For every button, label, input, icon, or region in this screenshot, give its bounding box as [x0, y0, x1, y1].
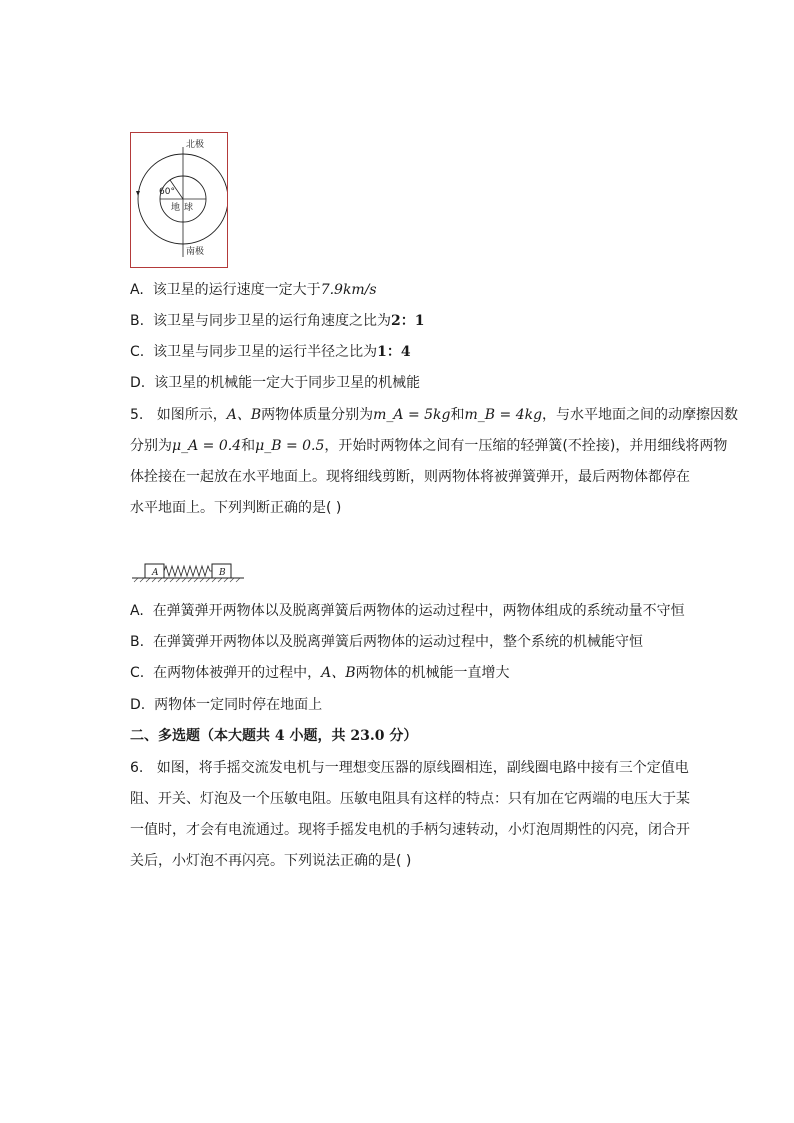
earth-label-2: 球 [184, 203, 194, 213]
earth-label-1: 地 [171, 203, 181, 213]
spring [164, 566, 212, 576]
q5-number: 5. [130, 407, 144, 423]
spring-blocks-figure [130, 558, 248, 588]
q5-line-1: 5. 如图所示，A、B两物体质量分别为m_A = 5kg和m_B = 4kg，与水平地面之间的动摩擦因数 [130, 407, 739, 423]
angle-label: 60° [159, 187, 175, 197]
block-a-label: A [152, 568, 159, 578]
q5-option-d: D. 两物体一定同时停在地面上 [130, 697, 323, 713]
q5-option-a: A. 在弹簧弹开两物体以及脱离弹簧后两物体的运动过程中，两物体组成的系统动量不守恒 [130, 603, 685, 619]
north-pole-label: 北极 [186, 140, 205, 150]
south-pole-label: 南极 [186, 247, 205, 257]
q4-option-d: D. 该卫星的机械能一定大于同步卫星的机械能 [130, 375, 421, 391]
q6-number: 6. [130, 760, 144, 776]
q6-line-4: 关后，小灯泡不再闪亮。下列说法正确的是( ) [130, 853, 412, 869]
section-heading: 二、多选题（本大题共 4 小题，共 23.0 分） [130, 728, 418, 744]
q6-line-1: 6. 如图，将手摇交流发电机与一理想变压器的原线圈相连，副线圈电路中接有三个定值电 [130, 760, 689, 776]
q4-option-b: B. 该卫星与同步卫星的运行角速度之比为2：1 [130, 313, 425, 329]
q6-line-3: 一值时，才会有电流通过。现将手摇发电机的手柄匀速转动，小灯泡周期性的闪亮，闭合开 [130, 822, 690, 838]
q6-line-2: 阻、开关、灯泡及一个压敏电阻。压敏电阻具有这样的特点：只有加在它两端的电压大于某 [130, 791, 690, 807]
q5-line-4: 水平地面上。下列判断正确的是( ) [130, 500, 342, 516]
q5-line-3: 体拴接在一起放在水平地面上。现将细线剪断，则两物体将被弹簧弹开，最后两物体都停在 [130, 469, 690, 485]
q4-option-a: A. 该卫星的运行速度一定大于7.9km/s [130, 282, 377, 298]
block-b-label: B [219, 568, 226, 578]
q4-option-c: C. 该卫星与同步卫星的运行半径之比为1：4 [130, 344, 411, 360]
q5-line-2: 分别为μ_A = 0.4和μ_B = 0.5，开始时两物体之间有一压缩的轻弹簧(不拴接)，并用细线将两物 [130, 438, 728, 454]
q5-option-c: C. 在两物体被弹开的过程中，A、B两物体的机械能一直增大 [130, 665, 510, 681]
earth-orbit-figure [130, 132, 228, 268]
q5-option-b: B. 在弹簧弹开两物体以及脱离弹簧后两物体的运动过程中，整个系统的机械能守恒 [130, 634, 643, 650]
